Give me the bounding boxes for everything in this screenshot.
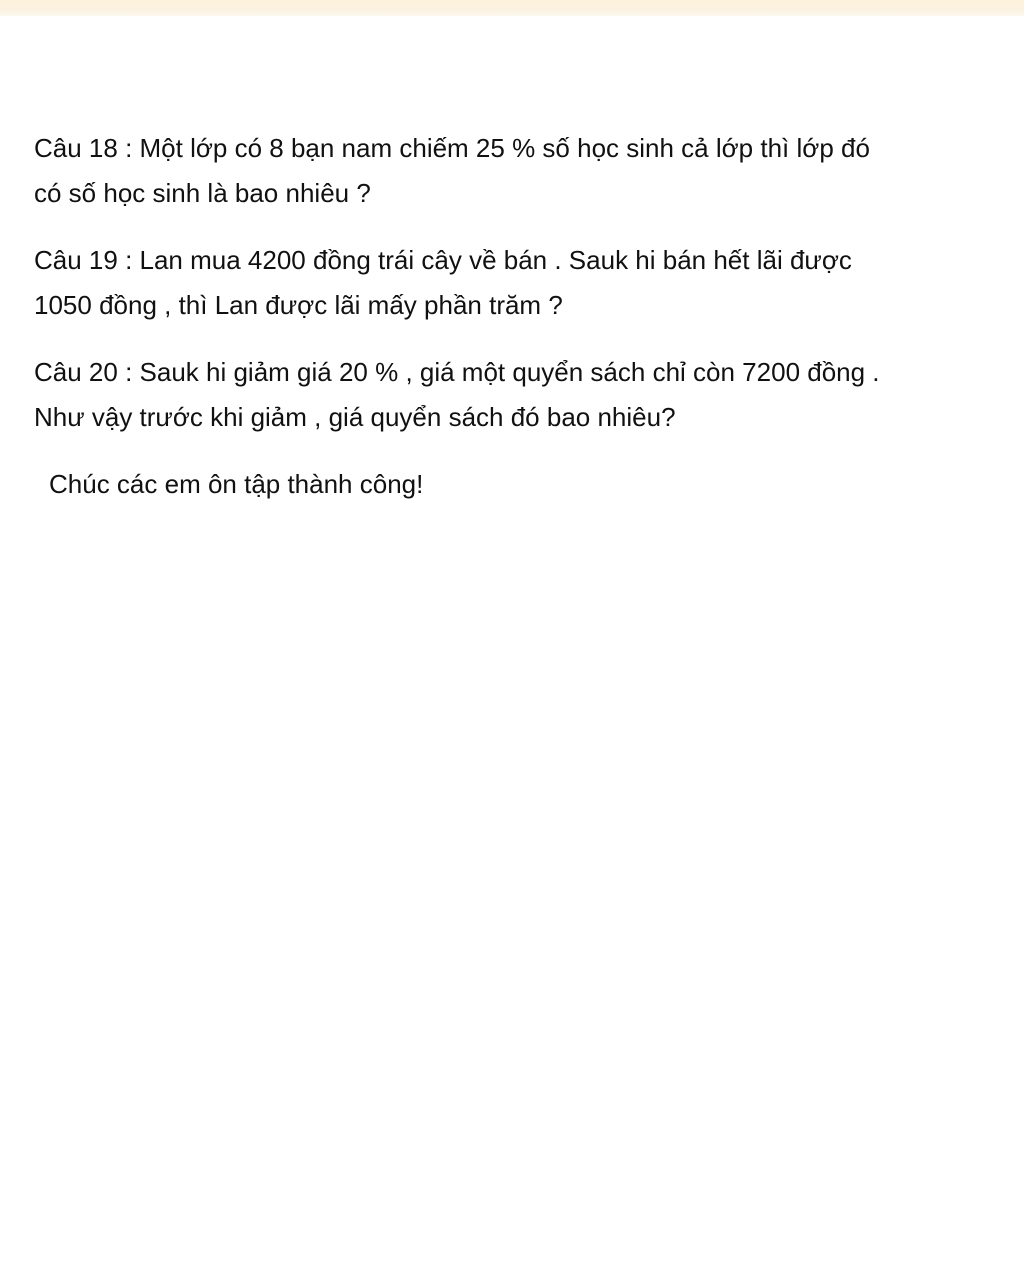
question-18-line-2: có số học sinh là bao nhiêu ?: [34, 178, 371, 208]
question-20: [34, 350, 994, 440]
question-19-line-1: Câu 19 : Lan mua 4200 đồng trái cây về bán . Sauk hi bán hết lãi được: [34, 245, 852, 275]
question-19-line-2: 1050 đồng , thì Lan được lãi mấy phần trăm ?: [34, 290, 563, 320]
question-20-line-1: Câu 20 : Sauk hi giảm giá 20 % , giá một quyển sách chỉ còn 7200 đồng .: [34, 357, 880, 387]
question-19: [34, 238, 994, 328]
document-body: [34, 126, 994, 507]
closing-message: Chúc các em ôn tập thành công!: [49, 469, 424, 499]
question-18: [34, 126, 994, 216]
question-18-line-1: Câu 18 : Một lớp có 8 bạn nam chiếm 25 % số học sinh cả lớp thì lớp đó: [34, 133, 870, 163]
question-20-line-2: Như vậy trước khi giảm , giá quyển sách đó bao nhiêu?: [34, 402, 676, 432]
top-page-edge: [0, 0, 1024, 16]
